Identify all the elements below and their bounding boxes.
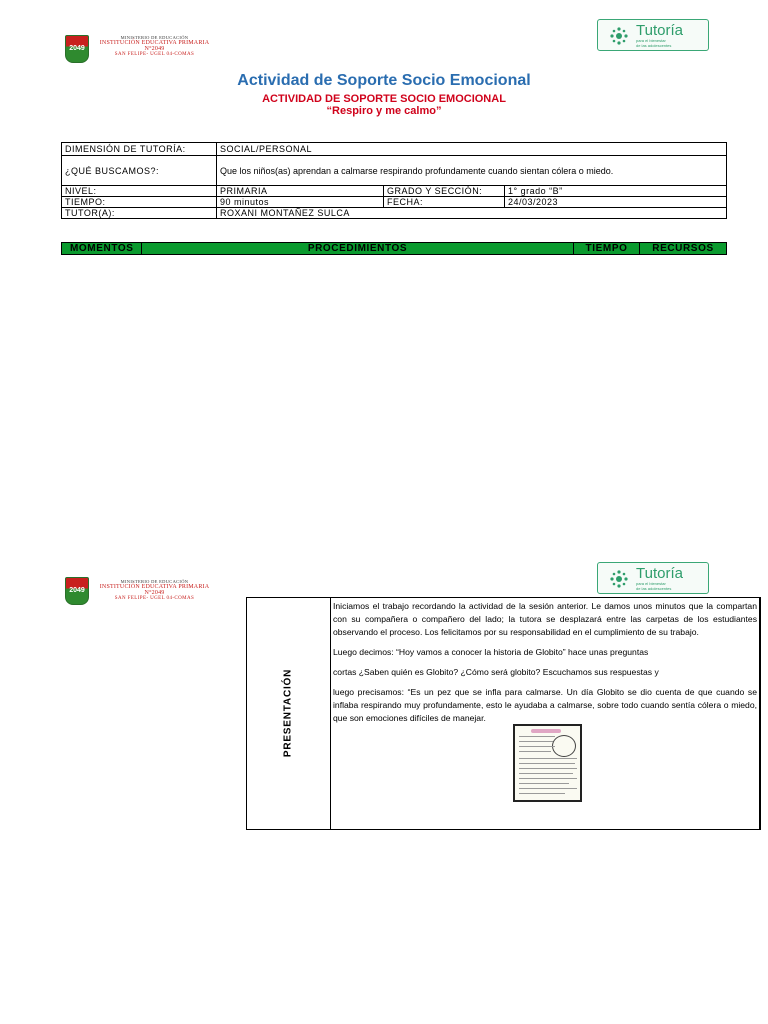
page-subtitle: ACTIVIDAD DE SOPORTE SOCIO EMOCIONAL: [262, 93, 506, 105]
image-line: [519, 793, 565, 794]
tutoria-sub-line2: de las adolescentes: [636, 42, 672, 48]
activity-quote: “Respiro y me calmo”: [326, 105, 442, 117]
institution-location: SAN FELIPE- UGEL 04-COMAS: [114, 52, 195, 57]
tutor-label: TUTOR(A):: [62, 208, 217, 219]
grado-value: 1° grado “B”: [505, 186, 727, 197]
tiempo-label: TIEMPO:: [62, 197, 217, 208]
presentacion-momento-cell: [247, 598, 331, 829]
table-row: [62, 197, 727, 208]
shield-text: 2049: [69, 45, 85, 52]
buscamos-value: Que los niños(as) aprendan a calmarse respirando profundamente cuando sientan cólera o miedo.: [217, 156, 727, 186]
col-momentos: MOMENTOS: [62, 243, 142, 254]
tutoria-sub-line1: para el bienestar: [636, 581, 666, 586]
fish-drawing-icon: [552, 735, 576, 757]
tutoria-sub-line1: para el bienestar: [636, 38, 666, 43]
ministry-label: MINISTERIO DE EDUCACIÓN: [120, 579, 189, 584]
col-recursos: RECURSOS: [652, 243, 714, 254]
fecha-label: FECHA:: [384, 197, 505, 208]
image-line: [519, 763, 575, 764]
image-line: [519, 751, 551, 752]
tutoria-sub-line2: de las adolescentes: [636, 585, 672, 591]
institution-name: INSTITUCIÓN EDUCATIVA PRIMARIA N°2049: [99, 40, 210, 52]
ministry-label: MINISTERIO DE EDUCACIÓN: [120, 35, 189, 40]
institution-name: INSTITUCIÓN EDUCATIVA PRIMARIA N°2049: [99, 584, 210, 596]
globito-story-image: [513, 724, 582, 802]
procedure-paragraph: luego precisamos: “Es un pez que se infla para calmarse. Un día Globito se dio cuenta de que cuando se inflaba respirando muy profundamente, esto le ayudaba a calmarse, sobre todo cuando sentía cólera o miedo, que son emociones difíciles de manejar.: [333, 687, 757, 723]
table-edge-line: [760, 597, 761, 830]
image-line: [519, 758, 577, 759]
image-line: [519, 741, 553, 742]
dimension-label: DIMENSIÓN DE TUTORÍA:: [62, 143, 217, 156]
image-line: [519, 778, 577, 779]
school-shield-logo: [65, 35, 89, 63]
col-tiempo: TIEMPO: [574, 243, 640, 254]
tutoria-logo-sub: [636, 39, 671, 48]
momentos-header-bar: [61, 242, 727, 255]
nivel-label: NIVEL:: [62, 186, 217, 197]
tutoria-logo-text: Tutoría: [636, 22, 683, 39]
image-line: [519, 783, 569, 784]
presentacion-label: PRESENTACIÓN: [282, 668, 294, 758]
fecha-value: 24/03/2023: [505, 197, 727, 208]
institution-location: SAN FELIPE- UGEL 04-COMAS: [114, 596, 195, 601]
table-row: [62, 156, 727, 186]
institution-header: [92, 579, 217, 601]
image-line: [519, 788, 577, 789]
tutoria-logo: [597, 19, 709, 51]
procedure-paragraph: cortas ¿Saben quién es Globito? ¿Cómo será globito? Escuchamos sus respuestas y: [333, 667, 659, 677]
presentacion-procedure: [333, 600, 757, 732]
shield-text: 2049: [69, 587, 85, 594]
tutoria-dots-icon: [610, 570, 628, 588]
presentacion-table: [246, 597, 760, 830]
image-heading: [531, 729, 561, 733]
institution-header: [92, 35, 217, 57]
tutor-value: ROXANI MONTAÑEZ SULCA: [217, 208, 727, 219]
grado-label: GRADO Y SECCIÓN:: [384, 186, 505, 197]
tutoria-logo-sub: [636, 582, 671, 591]
tutoria-logo-text: Tutoría: [636, 565, 683, 582]
image-line: [519, 773, 573, 774]
procedure-paragraph: Iniciamos el trabajo recordando la actividad de la sesión anterior. Le damos unos minutos que la compartan con su compañera o compañero del lado; la tutora se desplazará entre las carpetas de los estudiantes observando el proceso. Los felicitamos por su responsabilidad en el cumplimiento de su trabajo.: [333, 601, 757, 637]
col-procedimientos: PROCEDIMIENTOS: [142, 243, 574, 254]
school-shield-logo: [65, 577, 89, 605]
tutoria-logo: [597, 562, 709, 594]
page-title: Actividad de Soporte Socio Emocional: [237, 72, 531, 89]
image-line: [519, 768, 577, 769]
procedure-paragraph: Luego decimos: “Hoy vamos a conocer la historia de Globito” hace unas preguntas: [333, 647, 649, 657]
nivel-value: PRIMARIA: [217, 186, 384, 197]
info-table: [61, 142, 727, 219]
table-row: [62, 186, 727, 197]
dimension-value: SOCIAL/PERSONAL: [217, 143, 727, 156]
tutoria-dots-icon: [610, 27, 628, 45]
table-row: [62, 143, 727, 156]
table-row: [62, 208, 727, 219]
image-line: [519, 746, 555, 747]
image-line: [519, 736, 555, 737]
buscamos-label: ¿QUÉ BUSCAMOS?:: [62, 156, 217, 186]
tiempo-value: 90 minutos: [217, 197, 384, 208]
